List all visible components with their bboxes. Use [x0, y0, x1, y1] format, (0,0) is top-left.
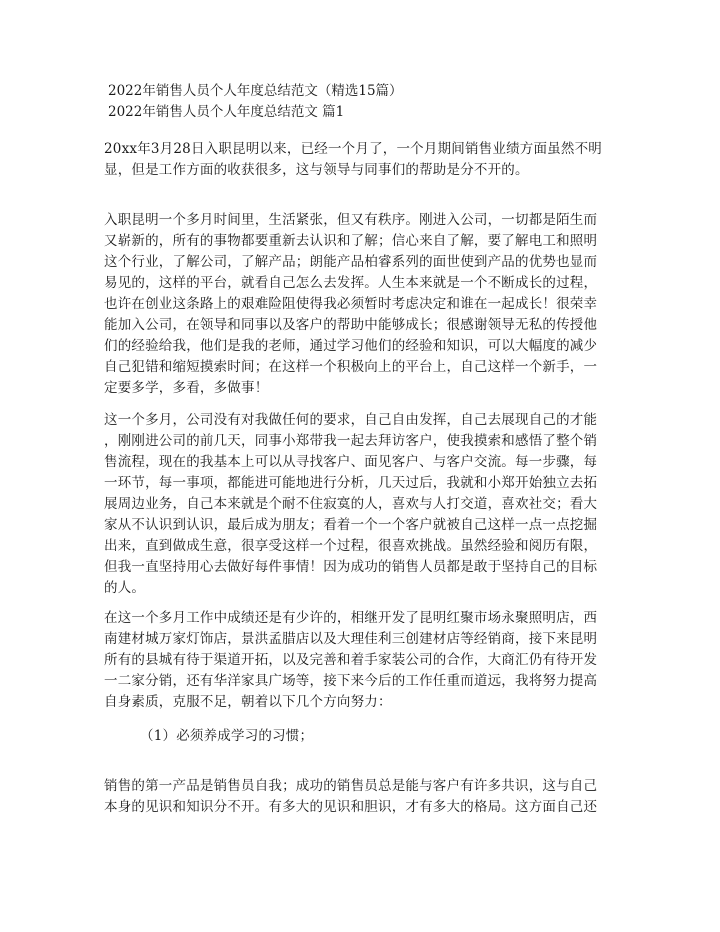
- paragraph-line: 这个行业，了解公司，了解产品；朗能产品柏睿系列的面世使到产品的优势也显而: [104, 254, 598, 270]
- paragraph-6: [104, 776, 624, 818]
- paragraph-line: 的人。: [104, 580, 146, 596]
- paragraph-line: 们的经验给我，他们是我的老师，通过学习他们的经验和知识，可以大幅度的减少: [104, 338, 598, 354]
- paragraph-line: 入职昆明一个多月时间里，生活紧张，但又有秩序。刚进入公司，一切都是陌生而: [104, 212, 598, 228]
- paragraph-2: [104, 210, 624, 399]
- paragraph-line: 在这一个多月工作中成绩还是有少许的，相继开发了昆明红聚市场永聚照明店，西: [104, 610, 598, 626]
- paragraph-3: [104, 410, 624, 599]
- paragraph-line: 一环节，每一事项，都能进可能地进行分析，几天过后，我就和小郑开始独立去拓: [104, 475, 598, 491]
- document-subtitle: 2022年销售人员个人年度总结范文 篇1: [108, 104, 345, 120]
- paragraph-line: 售流程，现在的我基本上可以从寻找客户、面见客户、与客户交流。每一步骤，每: [104, 454, 598, 470]
- paragraph-line: （1）必须养成学习的习惯；: [140, 728, 314, 744]
- paragraph-line: 也许在创业这条路上的艰难险阻使得我必须暂时考虑决定和谁在一起成长！很荣幸: [104, 296, 598, 312]
- paragraph-line: 自身素质，克服不足，朝着以下几个方向努力：: [104, 694, 392, 710]
- paragraph-line: ，刚刚进公司的前几天，同事小郑带我一起去拜访客户，使我摸索和感悟了整个销: [104, 433, 598, 449]
- paragraph-4: [104, 608, 624, 713]
- paragraph-line: 定要多学，多看，多做事！: [104, 380, 269, 396]
- paragraph-line: 展周边业务，自己本来就是个耐不住寂寞的人，喜欢与人打交道，喜欢社交；看大: [104, 496, 598, 512]
- paragraph-1: [104, 139, 624, 181]
- paragraph-line: 能加入公司，在领导和同事以及客户的帮助中能够成长；很感谢领导无私的传授他: [104, 317, 598, 333]
- paragraph-line: 一二家分销，还有华洋家具广场等，接下来今后的工作任重而道远，我将努力提高: [104, 673, 598, 689]
- paragraph-line: 本身的见识和知识分不开。有多大的见识和胆识，才有多大的格局。这方面自己还: [104, 799, 598, 815]
- paragraph-line: 自己犯错和缩短摸索时间；在这样一个积极向上的平台上，自己这样一个新手，一: [104, 359, 598, 375]
- paragraph-line: 这一个多月，公司没有对我做任何的要求，自己自由发挥，自己去展现自己的才能: [104, 412, 598, 428]
- paragraph-line: 家从不认识到认识，最后成为朋友；看着一个一个客户就被自己这样一点一点挖掘: [104, 517, 598, 533]
- paragraph-line: 南建材城万家灯饰店，景洪孟腊店以及大理佳利三创建材店等经销商，接下来昆明: [104, 631, 598, 647]
- document-title: 2022年销售人员个人年度总结范文（精选15篇）: [108, 83, 403, 99]
- paragraph-line: 显，但是工作方面的收获很多，这与领导与同事们的帮助是分不开的。: [104, 162, 529, 178]
- paragraph-line: 销售的第一产品是销售员自我；成功的销售员总是能与客户有许多共识，这与自己: [104, 778, 598, 794]
- paragraph-5: [140, 726, 540, 747]
- paragraph-line: 20xx年3月28日入职昆明以来，已经一个月了，一个月期间销售业绩方面虽然不明: [104, 141, 602, 157]
- paragraph-line: 但我一直坚持用心去做好每件事情！因为成功的销售人员都是敢于坚持自己的目标: [104, 559, 598, 575]
- paragraph-line: 易见的，这样的平台，就看自己怎么去发挥。人生本来就是一个不断成长的过程，: [104, 275, 598, 291]
- paragraph-line: 又崭新的，所有的事物都要重新去认识和了解；信心来自了解，要了解电工和照明: [104, 233, 598, 249]
- paragraph-line: 所有的县城有待于渠道开拓，以及完善和着手家装公司的合作，大商汇仍有待开发: [104, 652, 598, 668]
- paragraph-line: 出来，直到做成生意，很享受这样一个过程，很喜欢挑战。虽然经验和阅历有限，: [104, 538, 598, 554]
